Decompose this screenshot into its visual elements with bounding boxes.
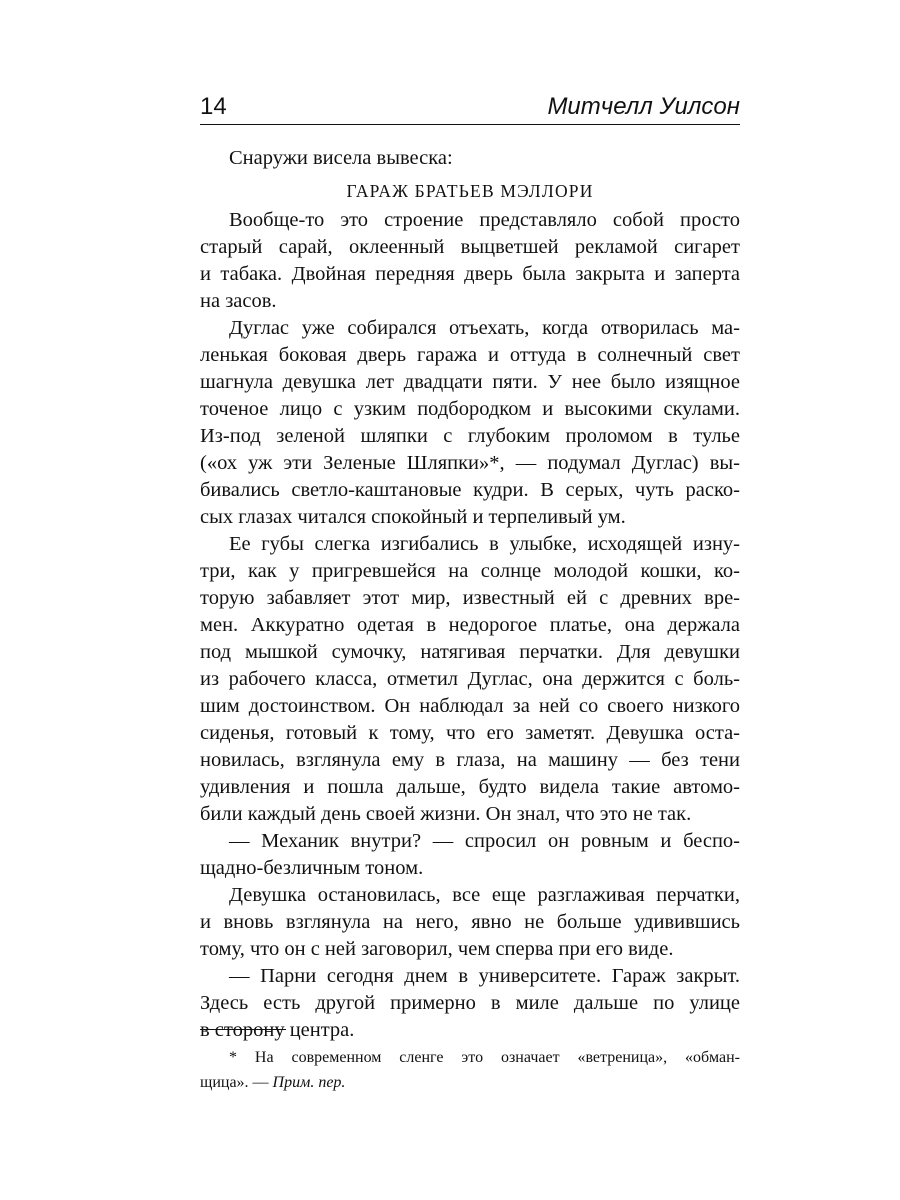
paragraph-line: ленькая боковая дверь гаража и оттуда в солнечный свет	[200, 344, 740, 366]
paragraph-line: Из-под зеленой шляпки с глубоким проломом в тулье	[200, 425, 740, 447]
paragraph-line: из рабочего класса, отметил Дуглас, она держится с боль-	[200, 668, 740, 690]
paragraph-7	[200, 963, 740, 1044]
paragraph-line: («ох уж эти Зеленые Шляпки»*, — подумал Дуглас) вы-	[200, 452, 740, 474]
paragraph-line: шагнула девушка лет двадцати пяти. У нее было изящное	[200, 371, 740, 393]
paragraph-line: — Парни сегодня днем в университете. Гараж закрыт.	[229, 965, 740, 987]
paragraph-line: удивления и пошла дальше, будто видела такие автомо-	[200, 776, 740, 798]
page-header	[200, 92, 740, 125]
paragraph-5	[200, 828, 740, 882]
running-title: Митчелл Уилсон	[547, 93, 740, 120]
paragraph-3	[200, 315, 740, 531]
footnote-divider	[200, 1029, 286, 1030]
paragraph-line: в сторону центра.	[200, 1019, 355, 1041]
paragraph-line: точеное лицо с узким подбородком и высокими скулами.	[200, 398, 740, 420]
paragraph-line: под мышкой сумочку, натягивая перчатки. Для девушки	[200, 641, 740, 663]
paragraph-line: Дуглас уже собирался отъехать, когда отворилась ма-	[229, 317, 740, 339]
paragraph-line: щадно-безличным тоном.	[200, 857, 424, 879]
paragraph-line: торую забавляет этот мир, известный ей с древних вре-	[200, 587, 740, 609]
paragraph-1	[200, 145, 740, 172]
paragraph-line: сиденья, готовый к тому, что его заметят. Девушка оста-	[200, 722, 740, 744]
paragraph-line: Девушка остановилась, все еще разглаживая перчатки,	[229, 884, 740, 906]
paragraph-line: — Механик внутри? — спросил он ровным и беспо-	[229, 830, 740, 852]
paragraph-line: Ее губы слегка изгибались в улыбке, исходящей изну-	[229, 533, 740, 555]
paragraph-line: тому, что он с ней заговорил, чем сперва при его виде.	[200, 938, 674, 960]
paragraph-2	[200, 207, 740, 315]
paragraph-line: и вновь взглянула на него, явно не больше удивившись	[200, 911, 740, 933]
footnote-line	[200, 1070, 740, 1095]
footnote-text: щица». —	[200, 1074, 273, 1091]
paragraph-4	[200, 531, 740, 828]
paragraph-line: сых глазах читался спокойный и терпеливый ум.	[200, 506, 626, 528]
paragraph-line: Здесь есть другой примерно в миле дальше по улице	[200, 992, 740, 1014]
paragraph-line: новилась, взглянула ему в глаза, на машину — без тени	[200, 749, 740, 771]
footnote-line: * На современном сленге это означает «ветреница», «обман-	[229, 1049, 740, 1066]
garage-sign-text: ГАРАЖ БРАТЬЕВ МЭЛЛОРИ	[346, 181, 594, 201]
paragraph-line: старый сарай, оклеенный выцветшей рекламой сигарет	[200, 236, 740, 258]
paragraph-line: и табака. Двойная передняя дверь была закрыта и заперта	[200, 263, 740, 285]
paragraph-6	[200, 882, 740, 963]
translator-note: Прим. пер.	[272, 1074, 346, 1091]
paragraph-line: на засов.	[200, 290, 277, 312]
paragraph-line: три, как у пригревшейся на солнце молодой кошки, ко-	[200, 560, 740, 582]
footnote	[200, 1045, 740, 1095]
paragraph-line: Снаружи висела вывеска:	[229, 147, 453, 169]
body-text	[200, 145, 740, 1044]
paragraph-line: Вообще-то это строение представляло собой просто	[229, 209, 740, 231]
paragraph-line: бивались светло-каштановые кудри. В серых, чуть раско-	[200, 479, 740, 501]
paragraph-line: шим достоинством. Он наблюдал за ней со своего низкого	[200, 695, 740, 717]
paragraph-line: били каждый день своей жизни. Он знал, что это не так.	[200, 803, 692, 825]
paragraph-line: мен. Аккуратно одетая в недорогое платье, она держала	[200, 614, 740, 636]
page-number: 14	[200, 93, 227, 120]
